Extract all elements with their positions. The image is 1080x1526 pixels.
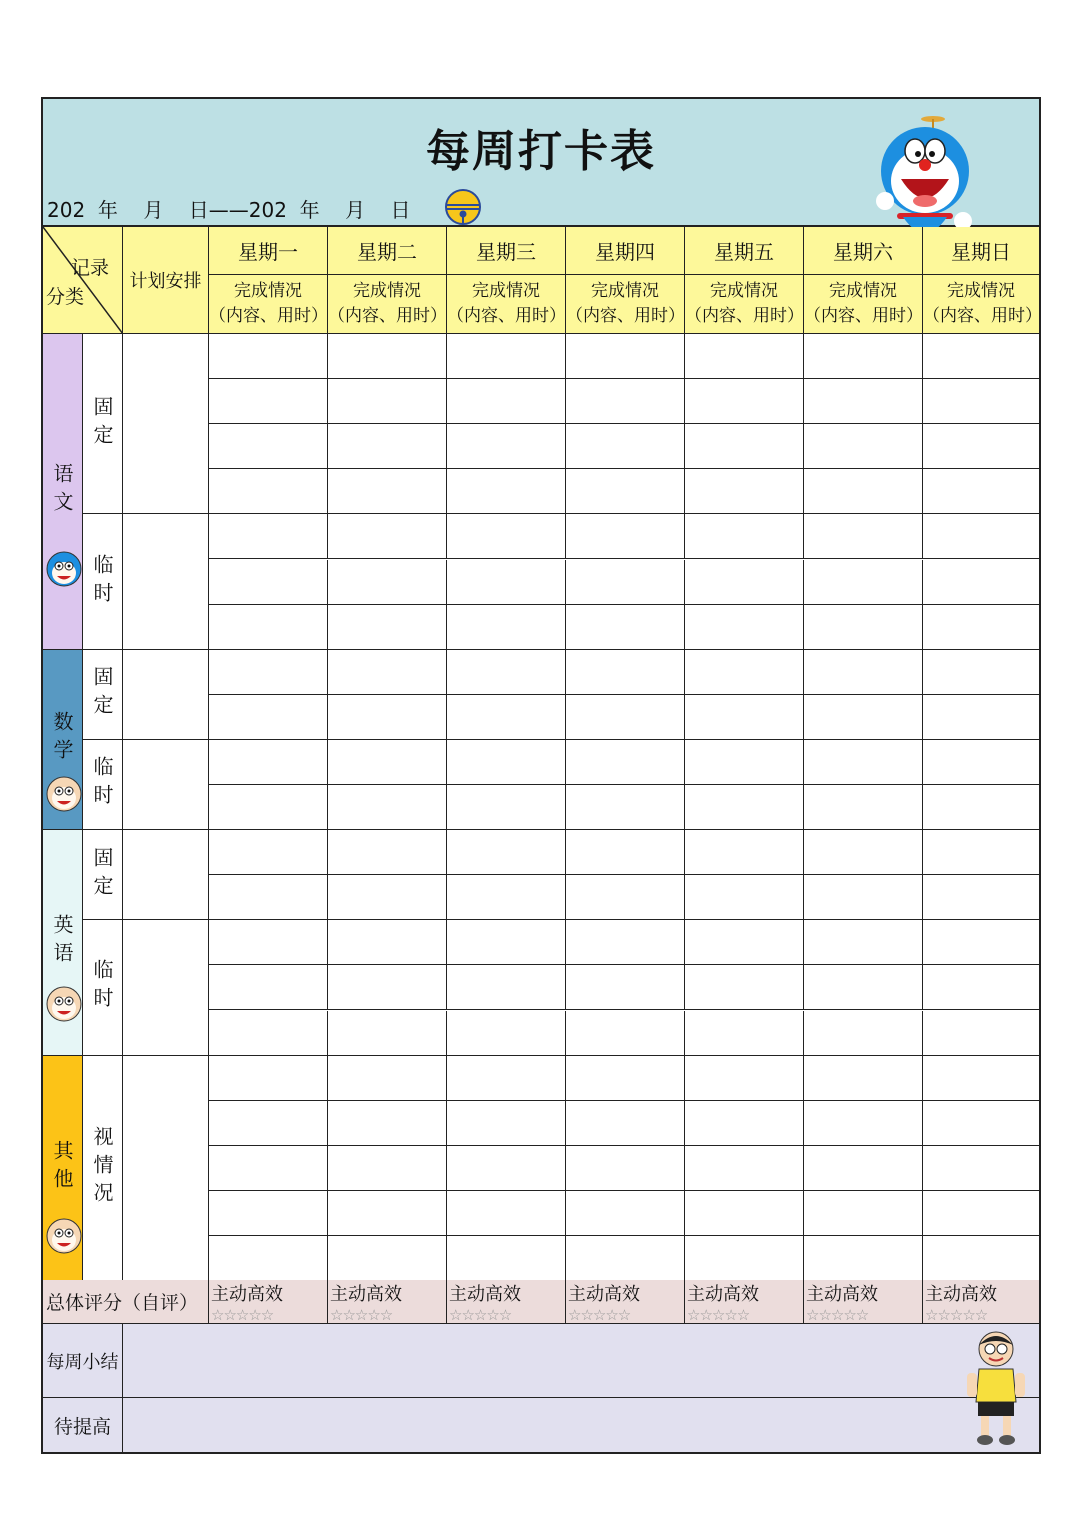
subject-name: 英语 [50,914,74,971]
completion-detail: （内容、用时） [804,306,923,326]
completion-cell[interactable] [328,920,447,965]
rating-label: 总体评分（自评） [43,1280,209,1324]
completion-cell[interactable] [328,560,447,605]
to-improve-label: 待提高 [43,1398,123,1452]
completion-cell[interactable] [209,1011,328,1056]
to-improve-field[interactable] [123,1398,1039,1452]
plan-header: 计划安排 [123,227,209,334]
rating-text: 主动高效 [806,1284,878,1305]
day-header: 星期一 [209,227,328,275]
completion-label: 完成情况 [472,281,540,301]
completion-cell[interactable] [328,1011,447,1056]
completion-cell[interactable] [209,379,328,424]
completion-cell[interactable] [923,965,1039,1010]
page-title: 每周打卡表 [426,126,656,177]
completion-cell[interactable] [328,650,447,695]
group-label: 固定 [83,650,123,740]
completion-detail: （内容、用时） [447,306,566,326]
group-label: 临时 [83,920,123,1055]
completion-cell[interactable] [447,965,566,1010]
plan-cell[interactable] [123,740,209,830]
completion-cell[interactable] [923,1101,1039,1146]
completion-cell[interactable] [804,469,923,514]
completion-cell[interactable] [328,1101,447,1146]
completion-cell[interactable] [804,605,923,650]
weekly-summary-label: 每周小结 [43,1324,123,1398]
completion-cell[interactable] [447,334,566,379]
completion-cell[interactable] [447,695,566,740]
completion-cell[interactable] [328,1191,447,1236]
day-header: 星期五 [685,227,804,275]
completion-cell[interactable] [685,424,804,469]
completion-header [328,275,447,334]
completion-cell[interactable] [804,334,923,379]
completion-cell[interactable] [923,695,1039,740]
completion-cell[interactable] [923,920,1039,965]
completion-cell[interactable] [566,650,685,695]
completion-cell[interactable] [923,560,1039,605]
completion-cell[interactable] [328,605,447,650]
completion-cell[interactable] [566,965,685,1010]
completion-cell[interactable] [685,334,804,379]
completion-cell[interactable] [209,560,328,605]
completion-cell[interactable] [328,1146,447,1191]
rating-cell[interactable] [209,1280,328,1324]
completion-cell[interactable] [447,605,566,650]
subject-label [43,334,83,650]
completion-cell[interactable] [804,1101,923,1146]
completion-cell[interactable] [685,875,804,920]
completion-cell[interactable] [566,875,685,920]
rating-stars[interactable]: ☆☆☆☆☆ [925,1306,988,1324]
completion-cell[interactable] [328,875,447,920]
group-label: 视情况 [83,1056,123,1282]
completion-cell[interactable] [923,1056,1039,1101]
completion-cell[interactable] [447,1056,566,1101]
rating-cell[interactable] [685,1280,804,1324]
rating-cell[interactable] [566,1280,685,1324]
completion-cell[interactable] [685,1191,804,1236]
completion-cell[interactable] [209,1146,328,1191]
plan-cell[interactable] [123,514,209,649]
completion-cell[interactable] [923,514,1039,559]
completion-cell[interactable] [804,965,923,1010]
group-label: 临时 [83,740,123,830]
completion-cell[interactable] [923,1146,1039,1191]
completion-cell[interactable] [328,514,447,559]
plan-cell[interactable] [123,920,209,1055]
rating-text: 主动高效 [330,1284,402,1305]
completion-cell[interactable] [804,560,923,605]
completion-cell[interactable] [447,1236,566,1281]
date-range-line: 202 年 月 日——202 年 月 日 [47,198,411,222]
completion-label: 完成情况 [710,281,778,301]
rating-stars[interactable]: ☆☆☆☆☆ [211,1306,274,1324]
completion-cell[interactable] [923,785,1039,830]
completion-cell[interactable] [209,514,328,559]
rating-stars[interactable]: ☆☆☆☆☆ [806,1306,869,1324]
plan-cell[interactable] [123,830,209,920]
completion-cell[interactable] [804,740,923,785]
completion-cell[interactable] [447,650,566,695]
completion-cell[interactable] [566,1236,685,1281]
completion-header [804,275,923,334]
completion-cell[interactable] [804,785,923,830]
header-band [43,99,1039,227]
day-header: 星期二 [328,227,447,275]
rating-cell[interactable] [923,1280,1039,1324]
completion-cell[interactable] [804,920,923,965]
completion-cell[interactable] [923,379,1039,424]
weekly-summary-field[interactable] [123,1324,1039,1398]
completion-cell[interactable] [804,1056,923,1101]
completion-cell[interactable] [566,379,685,424]
plan-cell[interactable] [123,334,209,514]
completion-cell[interactable] [566,424,685,469]
completion-cell[interactable] [804,1191,923,1236]
completion-cell[interactable] [328,830,447,875]
completion-cell[interactable] [923,875,1039,920]
completion-cell[interactable] [923,1191,1039,1236]
completion-cell[interactable] [566,1146,685,1191]
completion-header [447,275,566,334]
group-label: 固定 [83,334,123,514]
plan-cell[interactable] [123,1056,209,1282]
completion-cell[interactable] [447,1191,566,1236]
completion-label: 完成情况 [591,281,659,301]
completion-cell[interactable] [566,695,685,740]
corner-label-category: 分类 [46,286,85,308]
completion-detail: （内容、用时） [685,306,804,326]
completion-cell[interactable] [328,379,447,424]
rating-cell[interactable] [804,1280,923,1324]
completion-cell[interactable] [923,605,1039,650]
completion-cell[interactable] [685,469,804,514]
completion-cell[interactable] [685,785,804,830]
day-header: 星期日 [923,227,1039,275]
completion-cell[interactable] [447,785,566,830]
completion-cell[interactable] [328,785,447,830]
completion-label: 完成情况 [829,281,897,301]
completion-cell[interactable] [209,334,328,379]
completion-header [566,275,685,334]
subject-name: 语文 [50,463,74,520]
completion-cell[interactable] [328,695,447,740]
completion-cell[interactable] [566,1101,685,1146]
completion-cell[interactable] [923,740,1039,785]
completion-cell[interactable] [447,469,566,514]
completion-cell[interactable] [328,965,447,1010]
completion-cell[interactable] [566,469,685,514]
completion-label: 完成情况 [353,281,421,301]
completion-cell[interactable] [209,605,328,650]
completion-cell[interactable] [209,1236,328,1281]
nobita-face-icon [45,774,83,814]
group-label: 临时 [83,514,123,649]
completion-cell[interactable] [685,1101,804,1146]
completion-cell[interactable] [804,875,923,920]
completion-detail: （内容、用时） [923,306,1042,326]
completion-cell[interactable] [685,1056,804,1101]
completion-cell[interactable] [685,560,804,605]
completion-cell[interactable] [447,1101,566,1146]
completion-cell[interactable] [804,1011,923,1056]
completion-cell[interactable] [566,920,685,965]
completion-cell[interactable] [447,875,566,920]
completion-cell[interactable] [209,875,328,920]
completion-cell[interactable] [685,1011,804,1056]
completion-cell[interactable] [923,334,1039,379]
subject-name: 数学 [50,711,74,768]
completion-cell[interactable] [804,1236,923,1281]
corner-label-record: 记录 [71,257,110,279]
completion-cell[interactable] [685,605,804,650]
completion-cell[interactable] [804,830,923,875]
completion-cell[interactable] [804,695,923,740]
rating-text: 主动高效 [211,1284,283,1305]
completion-cell[interactable] [566,1056,685,1101]
completion-cell[interactable] [328,1056,447,1101]
completion-cell[interactable] [804,1146,923,1191]
completion-label: 完成情况 [947,281,1015,301]
completion-cell[interactable] [209,1056,328,1101]
completion-cell[interactable] [685,1236,804,1281]
rating-text: 主动高效 [568,1284,640,1305]
completion-header [209,275,328,334]
completion-cell[interactable] [447,740,566,785]
completion-cell[interactable] [447,514,566,559]
rating-text: 主动高效 [449,1284,521,1305]
completion-cell[interactable] [923,424,1039,469]
completion-cell[interactable] [685,740,804,785]
completion-cell[interactable] [447,1146,566,1191]
completion-label: 完成情况 [234,281,302,301]
completion-cell[interactable] [566,830,685,875]
completion-cell[interactable] [804,514,923,559]
completion-detail: （内容、用时） [566,306,685,326]
completion-cell[interactable] [566,560,685,605]
completion-cell[interactable] [923,1236,1039,1281]
completion-cell[interactable] [804,424,923,469]
completion-cell[interactable] [566,785,685,830]
completion-cell[interactable] [209,740,328,785]
completion-cell[interactable] [566,334,685,379]
corner-cell [43,227,123,334]
rating-stars[interactable]: ☆☆☆☆☆ [687,1306,750,1324]
completion-cell[interactable] [566,1191,685,1236]
completion-cell[interactable] [209,920,328,965]
completion-cell[interactable] [685,650,804,695]
nobita-mascot [961,1327,1031,1447]
corner-diagonal [43,227,123,334]
rating-cell[interactable] [328,1280,447,1324]
group-label: 固定 [83,830,123,920]
completion-cell[interactable] [923,830,1039,875]
completion-header [923,275,1042,334]
completion-cell[interactable] [209,650,328,695]
completion-cell[interactable] [566,514,685,559]
doraemon-face-icon [45,549,83,589]
day-header: 星期六 [804,227,923,275]
completion-cell[interactable] [923,1011,1039,1056]
rating-text: 主动高效 [925,1284,997,1305]
completion-cell[interactable] [685,1146,804,1191]
nobita-face-icon [45,1216,83,1256]
completion-cell[interactable] [685,379,804,424]
completion-detail: （内容、用时） [328,306,447,326]
completion-cell[interactable] [447,424,566,469]
completion-cell[interactable] [685,695,804,740]
completion-cell[interactable] [566,605,685,650]
plan-cell[interactable] [123,650,209,740]
completion-header [685,275,804,334]
completion-cell[interactable] [566,1011,685,1056]
day-header: 星期三 [447,227,566,275]
completion-cell[interactable] [447,560,566,605]
completion-cell[interactable] [566,740,685,785]
completion-cell[interactable] [328,424,447,469]
completion-cell[interactable] [685,920,804,965]
day-header: 星期四 [566,227,685,275]
rating-text: 主动高效 [687,1284,759,1305]
completion-cell[interactable] [447,920,566,965]
completion-detail: （内容、用时） [209,306,328,326]
completion-cell[interactable] [804,379,923,424]
completion-cell[interactable] [209,965,328,1010]
rating-cell[interactable] [447,1280,566,1324]
completion-cell[interactable] [209,695,328,740]
weekly-checkin-sheet [41,97,1041,1454]
completion-cell[interactable] [447,379,566,424]
completion-cell[interactable] [209,830,328,875]
rating-stars[interactable]: ☆☆☆☆☆ [568,1306,631,1324]
bell-icon [443,187,483,227]
completion-cell[interactable] [209,424,328,469]
completion-cell[interactable] [209,1101,328,1146]
completion-cell[interactable] [328,469,447,514]
completion-cell[interactable] [328,334,447,379]
completion-cell[interactable] [804,650,923,695]
completion-cell[interactable] [447,1011,566,1056]
completion-cell[interactable] [209,1191,328,1236]
rating-stars[interactable]: ☆☆☆☆☆ [449,1306,512,1324]
subject-name: 其他 [50,1139,74,1196]
rating-stars[interactable]: ☆☆☆☆☆ [330,1306,393,1324]
completion-cell[interactable] [685,830,804,875]
completion-cell[interactable] [328,1236,447,1281]
completion-cell[interactable] [447,830,566,875]
completion-cell[interactable] [685,514,804,559]
completion-cell[interactable] [209,469,328,514]
completion-cell[interactable] [923,469,1039,514]
completion-cell[interactable] [209,785,328,830]
completion-cell[interactable] [685,965,804,1010]
shizuka-face-icon [45,984,83,1024]
completion-cell[interactable] [328,740,447,785]
completion-cell[interactable] [923,650,1039,695]
